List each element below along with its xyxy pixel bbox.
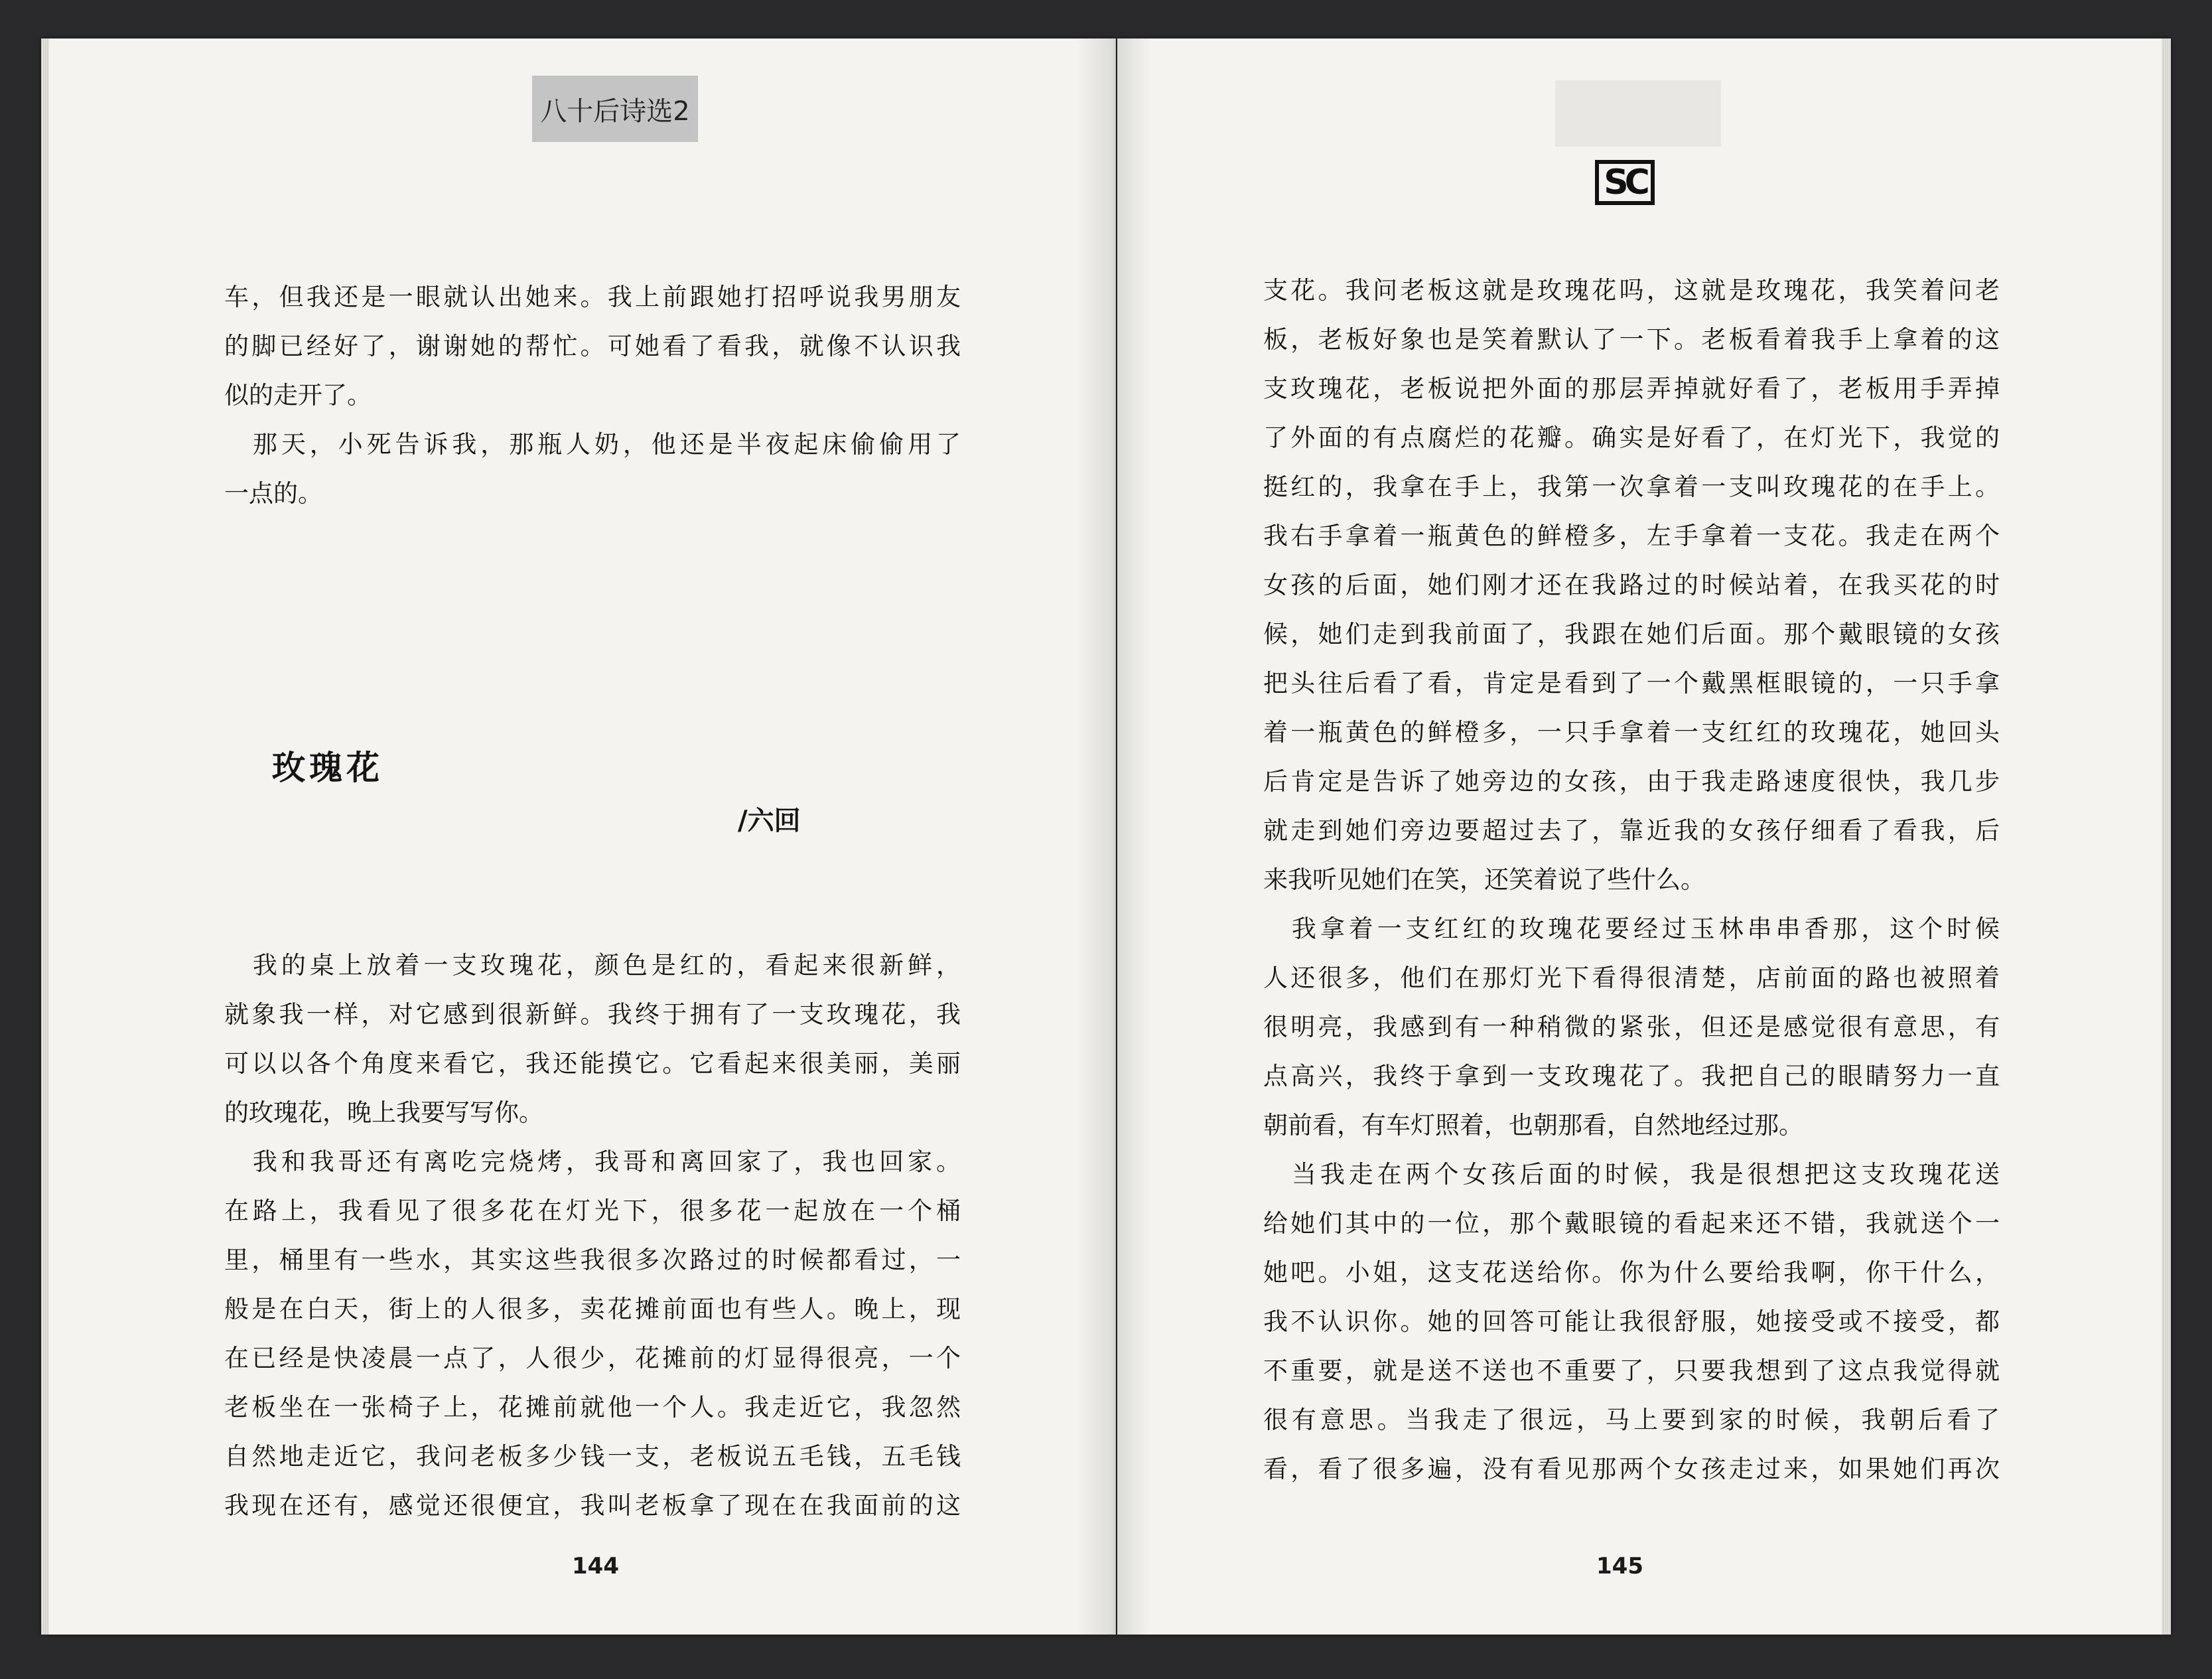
text-line: 在已经是快凌晨一点了，人很少，花摊前的灯显得很亮，一个	[224, 1344, 961, 1372]
text-line: 支玫瑰花，老板说把外面的那层弄掉就好看了，老板用手弄掉	[1263, 374, 2000, 403]
text-line: 她吧。小姐，这支花送给你。你为什么要给我啊，你干什么，	[1263, 1258, 2000, 1287]
right-page	[1117, 38, 2171, 1635]
text-line: 似的走开了。	[224, 381, 372, 409]
text-line: 当我走在两个女孩后面的时候，我是很想把这支玫瑰花送	[1263, 1160, 2000, 1189]
page-number: 144	[572, 1553, 619, 1579]
text-line: 自然地走近它，我问老板多少钱一支，老板说五毛钱，五毛钱	[224, 1442, 961, 1471]
text-line: 我的桌上放着一支玫瑰花，颜色是红的，看起来很新鲜，	[224, 951, 961, 980]
text-line: 可以以各个角度来看它，我还能摸它。它看起来很美丽，美丽	[224, 1049, 961, 1078]
text-line: 那天，小死告诉我，那瓶人奶，他还是半夜起床偷偷用了	[224, 430, 961, 459]
text-block	[1263, 266, 2000, 1494]
text-line: 车，但我还是一眼就认出她来。我上前跟她打招呼说我男朋友	[224, 283, 961, 311]
poem-title-block	[272, 743, 383, 792]
page-number: 145	[1596, 1553, 1643, 1579]
gutter-shadow	[1117, 38, 1150, 1635]
page-edge	[2162, 38, 2171, 1635]
text-line: 着一瓶黄色的鲜橙多，一只手拿着一支红红的玫瑰花，她回头	[1263, 718, 2000, 747]
gutter-shadow	[1076, 38, 1116, 1635]
text-line: 看，看了很多遍，没有看见那两个女孩走过来，如果她们再次	[1263, 1455, 2000, 1483]
book-spread	[41, 38, 2171, 1635]
text-block-top	[224, 273, 961, 518]
text-line: 老板坐在一张椅子上，花摊前就他一个人。我走近它，我忽然	[224, 1393, 961, 1422]
text-line: 人还很多，他们在那灯光下看得很清楚，店前面的路也被照着	[1263, 964, 2000, 992]
page-edge	[41, 38, 49, 1635]
text-line: 朝前看，有车灯照着，也朝那看，自然地经过那。	[1263, 1111, 1803, 1139]
text-line: 我拿着一支红红的玫瑰花要经过玉林串串香那，这个时候	[1263, 914, 2000, 943]
text-line: 了外面的有点腐烂的花瓣。确实是好看了，在灯光下，我觉的	[1263, 423, 2000, 452]
text-line: 就象我一样，对它感到很新鲜。我终于拥有了一支玫瑰花，我	[224, 1000, 961, 1029]
text-line: 我不认识你。她的回答可能让我很舒服，她接受或不接受，都	[1263, 1307, 2000, 1336]
text-block-bottom	[224, 941, 961, 1530]
text-line: 点高兴，我终于拿到一支玫瑰花了。我把自己的眼睛努力一直	[1263, 1062, 2000, 1090]
text-line: 在路上，我看见了很多花在灯光下，很多花一起放在一个桶	[224, 1197, 961, 1225]
text-line: 一点的。	[224, 479, 322, 508]
text-line: 后肯定是告诉了她旁边的女孩，由于我走路速度很快，我几步	[1263, 767, 2000, 796]
sc-logo: SC	[1595, 160, 1655, 205]
text-line: 我和我哥还有离吃完烧烤，我哥和离回家了，我也回家。	[224, 1147, 961, 1176]
text-line: 里，桶里有一些水，其实这些我很多次路过的时候都看过，一	[224, 1246, 961, 1274]
text-line: 不重要，就是送不送也不重要了，只要我想到了这点我觉得就	[1263, 1356, 2000, 1385]
text-line: 我右手拿着一瓶黄色的鲜橙多，左手拿着一支花。我走在两个	[1263, 522, 2000, 550]
text-line: 的脚已经好了，谢谢她的帮忙。可她看了看我，就像不认识我	[224, 332, 961, 360]
poem-author: /六回	[738, 805, 801, 836]
text-line: 女孩的后面，她们刚才还在我路过的时候站着，在我买花的时	[1263, 571, 2000, 599]
text-line: 的玫瑰花，晚上我要写写你。	[224, 1098, 543, 1127]
text-line: 挺红的，我拿在手上，我第一次拿着一支叫玫瑰花的在手上。	[1263, 473, 2000, 501]
poem-title: 玫瑰花	[272, 748, 383, 787]
text-line: 候，她们走到我前面了，我跟在她们后面。那个戴眼镜的女孩	[1263, 620, 2000, 648]
text-line: 很有意思。当我走了很远，马上要到家的时候，我朝后看了	[1263, 1406, 2000, 1434]
header-shade	[1555, 80, 1721, 202]
left-page	[41, 38, 1116, 1635]
text-line: 就走到她们旁边要超过去了，靠近我的女孩仔细看了看我，后	[1263, 816, 2000, 845]
text-line: 支花。我问老板这就是玫瑰花吗，这就是玫瑰花，我笑着问老	[1263, 276, 2000, 305]
running-header: 八十后诗选2	[532, 76, 698, 142]
text-line: 我现在还有，感觉还很便宜，我叫老板拿了现在在我面前的这	[224, 1491, 961, 1520]
text-line: 板，老板好象也是笑着默认了一下。老板看着我手上拿着的这	[1263, 325, 2000, 354]
text-line: 给她们其中的一位，那个戴眼镜的看起来还不错，我就送个一	[1263, 1209, 2000, 1238]
text-line: 把头往后看了看，肯定是看到了一个戴黑框眼镜的，一只手拿	[1263, 669, 2000, 697]
text-line: 很明亮，我感到有一种稍微的紧张，但还是感觉很有意思，有	[1263, 1013, 2000, 1041]
text-line: 般是在白天，街上的人很多，卖花摊前面也有些人。晚上，现	[224, 1295, 961, 1323]
text-line: 来我听见她们在笑，还笑着说了些什么。	[1263, 865, 1705, 894]
